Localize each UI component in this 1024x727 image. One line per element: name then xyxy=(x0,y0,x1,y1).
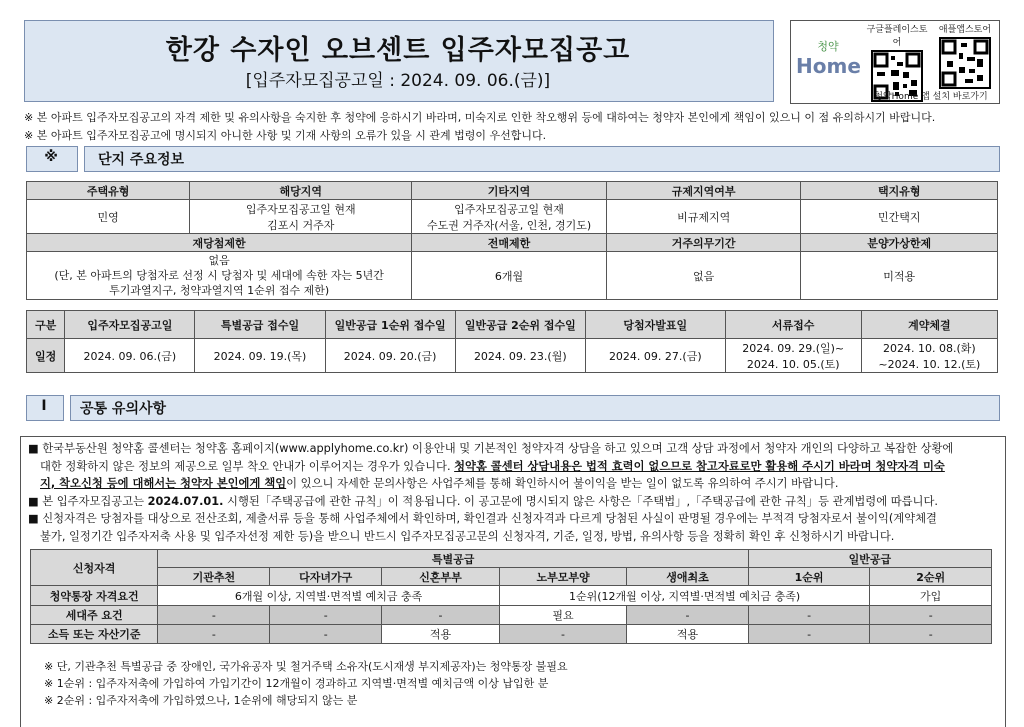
app-store-qr[interactable] xyxy=(932,22,998,89)
table-header: 구분 xyxy=(27,311,65,339)
section-title: 단지 주요정보 xyxy=(98,152,185,168)
table-header: 일반공급 1순위 접수일 xyxy=(325,311,455,339)
table-cell: 미적용 xyxy=(801,252,998,300)
section-mark: ※ xyxy=(44,149,58,165)
table-header: 특별공급 xyxy=(158,550,748,568)
logo-small-text: 청약 xyxy=(817,40,839,53)
table-header: 입주자모집공고일 xyxy=(65,311,195,339)
notice-line: ※ 본 아파트 입주자모집공고의 자격 제한 및 유의사항을 숙지한 후 청약에 응하시기 바라며, 미숙지로 인한 착오행위 등에 대하여는 청약자 본인에게 책임이 있으니 이 점 유의하시기 바랍니다. xyxy=(24,111,936,124)
table-cell: - xyxy=(270,606,382,625)
table-cell: 6개월 이상, 지역별·면적별 예치금 충족 xyxy=(158,586,499,606)
table-cell: 2024. 09. 27.(금) xyxy=(585,339,725,373)
table-cell: - xyxy=(270,625,382,644)
footnote: ※ 1순위 : 입주자저축에 가입하여 가입기간이 12개월이 경과하고 지역별·면적별 예치금액 이상 납입한 분 xyxy=(44,677,549,690)
section-title: 공통 유의사항 xyxy=(80,401,167,417)
table-cell: - xyxy=(870,606,992,625)
table-header: 재당첨제한 xyxy=(27,234,412,252)
table-cell: - xyxy=(158,606,270,625)
table-cell: - xyxy=(748,606,870,625)
table-cell: 없음 xyxy=(606,252,801,300)
table-cell: 6개월 xyxy=(412,252,607,300)
table-row-label: 세대주 요건 xyxy=(31,606,158,625)
table-cell: - xyxy=(158,625,270,644)
table-header: 기관추천 xyxy=(158,568,270,586)
table-cell: 2024. 09. 29.(일)~ 2024. 10. 05.(토) xyxy=(725,339,861,373)
table-cell: 민간택지 xyxy=(801,200,998,234)
section-title-bar xyxy=(70,395,1000,421)
table-cell: 입주자모집공고일 현재 김포시 거주자 xyxy=(190,200,412,234)
table-cell: 1순위(12개월 이상, 지역별·면적별 예치금 충족) xyxy=(499,586,870,606)
table-header: 서류접수 xyxy=(725,311,861,339)
table-header: 특별공급 접수일 xyxy=(195,311,325,339)
section-title-bar xyxy=(84,146,1000,172)
table-cell: - xyxy=(382,606,500,625)
table-header: 2순위 xyxy=(870,568,992,586)
table-header: 1순위 xyxy=(748,568,870,586)
table-header: 당첨자발표일 xyxy=(585,311,725,339)
table-header: 생애최초 xyxy=(627,568,749,586)
table-header: 기타지역 xyxy=(412,182,607,200)
page-title: 한강 수자인 오브센트 입주자모집공고 xyxy=(165,35,631,66)
table-row-label: 일정 xyxy=(27,339,65,373)
table-cell: 적용 xyxy=(382,625,500,644)
table-row-label: 소득 또는 자산기준 xyxy=(31,625,158,644)
announcement-date: [입주자모집공고일 : 2024. 09. 06.(금)] xyxy=(245,71,551,91)
table-cell: 2024. 09. 20.(금) xyxy=(325,339,455,373)
app-store-label: 애플앱스토어 xyxy=(938,25,992,35)
table-cell: - xyxy=(499,625,626,644)
table-cell: 민영 xyxy=(27,200,190,234)
table-row-label: 청약통장 자격요건 xyxy=(31,586,158,606)
complex-info-table xyxy=(26,181,998,300)
applyhome-logo[interactable] xyxy=(796,38,860,78)
footnote: ※ 단, 기관추천 특별공급 중 장애인, 국가유공자 및 철거주택 소유자(도시재생 부지제공자)는 청약통장 불필요 xyxy=(44,660,568,673)
table-header: 규제지역여부 xyxy=(606,182,801,200)
table-cell: 적용 xyxy=(627,625,749,644)
table-cell: 없음 (단, 본 아파트의 당첨자로 선정 시 당첨자 및 세대에 속한 자는 5년간 투기과열지구, 청약과열지역 1순위 접수 제한) xyxy=(27,252,412,300)
paragraph: ■ 한국부동산원 청약홈 콜센터는 청약홈 홈페이지(www.applyhome.co.kr) 이용안내 및 기본적인 청약자격 상담을 하고 있으며 고객 상담 과정에서 청약자 개인의 다양하고 복잡한 상황에 대한 정확하지 않은 정보의 제공으로 일부 착오 안내가 이루어지는 경우가 있습니다. 청약홈 콜센터 상담내용은 법적 효력이 없으므로 참고자료로만 활용해 주시기 바라며 청약자격 미숙 지, 착오신청 등에 대해서는 청약자 본인에게 책임이 있으니 자세한 문의사항은 사업주체를 통해 확인하시어 불이익을 받는 일이 없도록 유의하여 주시기 바랍니다. ■ 본 입주자모집공고는 2024.07.01. 시행된「주택공급에 관한 규칙」이 적용됩니다. 이 공고문에 명시되지 않은 사항은「주택법」,「주택공급에 관한 규칙」등 관계법령에 따릅니다. ■ 신청자격은 당첨자를 대상으로 전산조회, 제출서류 등을 통해 사업주체에서 확인하며, 확인결과 신청자격과 다르게 당첨된 사실이 판명될 경우에는 부적격 당첨자로서 불이익(계약체결 불가, 일정기간 입주자저축 사용 및 입주자선정 제한 등)을 받으니 반드시 입주자모집공고문의 신청자격, 기준, 일정, 방법, 유의사항 등을 정확히 확인 후 신청하시기 바랍니다. xyxy=(28,442,954,543)
qr-code-icon xyxy=(939,37,991,89)
table-header: 노부모부양 xyxy=(499,568,626,586)
app-install-link[interactable]: 청약Home 앱 설치 바로가기 xyxy=(874,92,988,102)
table-header: 전매제한 xyxy=(412,234,607,252)
schedule-table xyxy=(26,310,998,373)
table-cell: 필요 xyxy=(499,606,626,625)
table-header: 분양가상한제 xyxy=(801,234,998,252)
notice-line: ※ 본 아파트 입주자모집공고에 명시되지 아니한 사항 및 기재 사항의 오류가 있을 시 관계 법령이 우선합니다. xyxy=(24,129,547,142)
logo-big-text: Home xyxy=(796,54,861,78)
table-header: 신청자격 xyxy=(31,550,158,586)
table-header: 계약체결 xyxy=(861,311,997,339)
qualification-table xyxy=(30,549,992,644)
table-cell: - xyxy=(748,625,870,644)
table-cell: 2024. 09. 23.(월) xyxy=(455,339,585,373)
table-header: 택지유형 xyxy=(801,182,998,200)
table-header: 신혼부부 xyxy=(382,568,500,586)
table-cell: 가입 xyxy=(870,586,992,606)
table-cell: 입주자모집공고일 현재 수도권 거주자(서울, 인천, 경기도) xyxy=(412,200,607,234)
table-header: 거주의무기간 xyxy=(606,234,801,252)
table-cell: 2024. 10. 08.(화) ~2024. 10. 12.(토) xyxy=(861,339,997,373)
table-header: 주택유형 xyxy=(27,182,190,200)
google-play-label: 구글플레이스토어 xyxy=(866,25,928,48)
table-cell: - xyxy=(870,625,992,644)
table-header: 일반공급 2순위 접수일 xyxy=(455,311,585,339)
section-mark: I xyxy=(41,398,47,414)
table-header: 일반공급 xyxy=(748,550,991,568)
table-header: 다자녀가구 xyxy=(270,568,382,586)
table-cell: 2024. 09. 06.(금) xyxy=(65,339,195,373)
table-cell: - xyxy=(627,606,749,625)
footnote: ※ 2순위 : 입주자저축에 가입하였으나, 1순위에 해당되지 않는 분 xyxy=(44,694,358,707)
table-cell: 비규제지역 xyxy=(606,200,801,234)
table-header: 해당지역 xyxy=(190,182,412,200)
table-cell: 2024. 09. 19.(목) xyxy=(195,339,325,373)
